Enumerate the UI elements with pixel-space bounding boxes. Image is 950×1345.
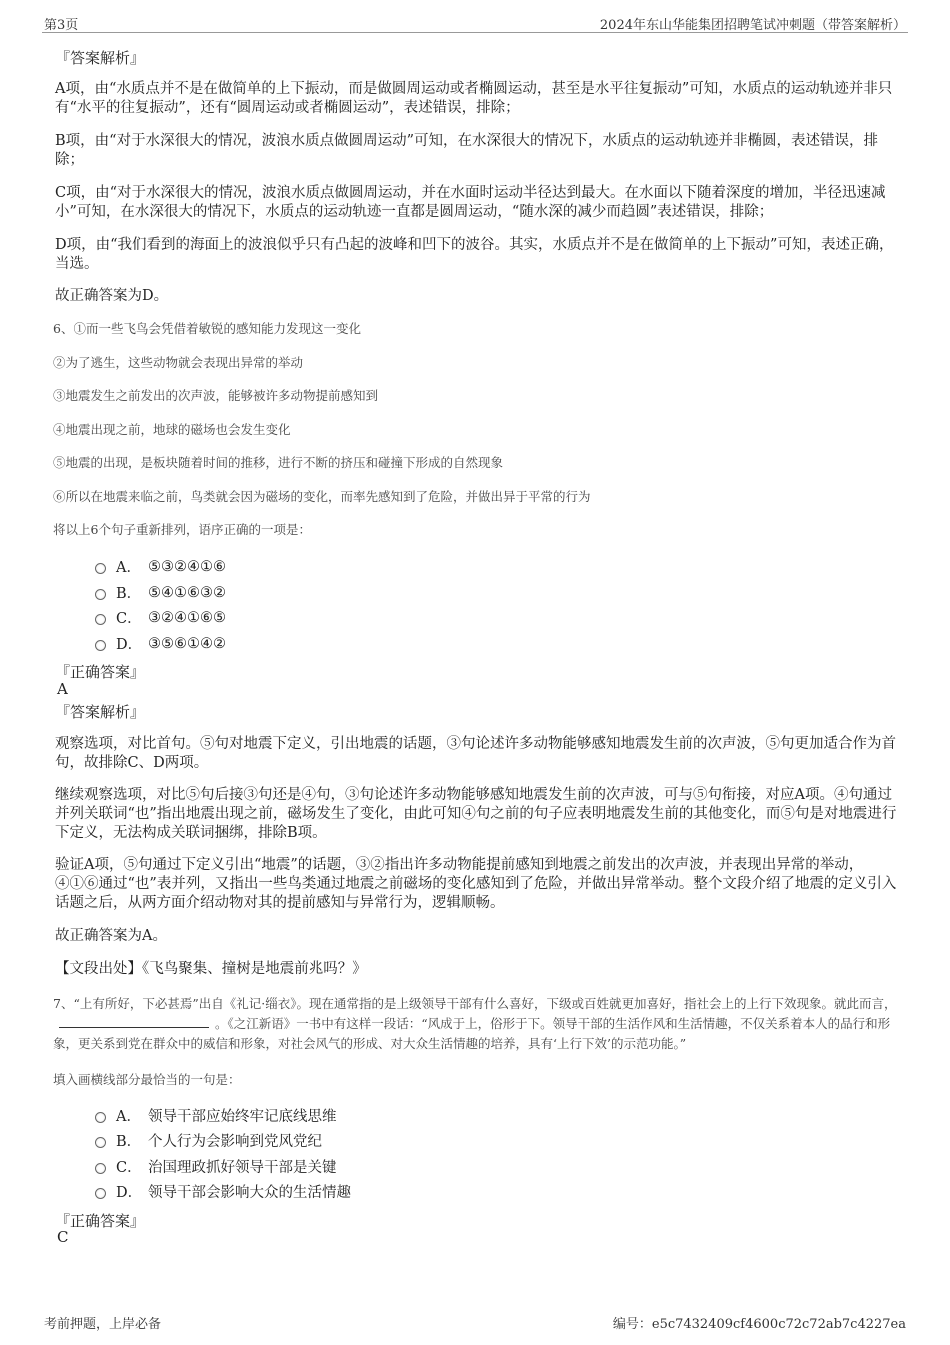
page-number: 第3页 xyxy=(44,18,79,33)
q5-analysis-paragraph-a: A项，由“水质点并不是在做简单的上下振动，而是做圆周运动或者椭圆运动，甚至是水平往复振动”可知，水质点的运动轨迹并非只有“水平的往复振动”，还有“圆周运动或者椭圆运动”，表述错误，排除； xyxy=(55,81,893,116)
q6-sentence-6: ⑥所以在地震来临之前，鸟类就会因为磁场的变化，而率先感知到了危险，并做出异于平常的行为 xyxy=(53,489,591,504)
q6-sentence-2: ②为了逃生，这些动物就会表现出异常的举动 xyxy=(53,355,304,370)
radio-icon[interactable] xyxy=(95,1137,106,1148)
q6-sentence-1: 6、①而一些飞鸟会凭借着敏锐的感知能力发现这一变化 xyxy=(53,321,361,336)
q7-stem xyxy=(53,994,905,1054)
q7-fill-blank xyxy=(59,1015,209,1028)
q6-analysis-label: 『答案解析』 xyxy=(55,703,146,721)
q6-option-d[interactable]: D． ③⑤⑥①④② xyxy=(95,633,226,654)
radio-icon[interactable] xyxy=(95,589,106,600)
footer-slogan: 考前押题，上岸必备 xyxy=(44,1317,162,1332)
q5-answer-conclusion: 故正确答案为D。 xyxy=(55,288,169,304)
radio-icon[interactable] xyxy=(95,1112,106,1123)
q6-option-c[interactable]: C． ③②④①⑥⑤ xyxy=(95,607,226,628)
q5-analysis-paragraph-d: D项，由“我们看到的海面上的波浪似乎只有凸起的波峰和凹下的波谷。其实，水质点并不是在做简单的上下振动”可知，表述正确，当选。 xyxy=(55,237,894,272)
q6-sentence-3: ③地震发生之前发出的次声波，能够被许多动物提前感知到 xyxy=(53,388,379,403)
q7-answer-label: 『正确答案』 xyxy=(55,1212,146,1230)
q6-analysis-paragraph-1: 观察选项，对比首句。⑤句对地震下定义，引出地震的话题，③句论述许多动物能够感知地震发生前的次声波，⑤句更加适合作为首句，故排除C、D两项。 xyxy=(55,736,896,771)
q6-source xyxy=(55,960,905,979)
radio-icon[interactable] xyxy=(95,614,106,625)
page-header xyxy=(42,10,908,33)
document-title: 2024年东山华能集团招聘笔试冲刺题（带答案解析） xyxy=(599,18,906,33)
q6-answer-value: A xyxy=(57,680,68,698)
q6-prompt: 将以上6个句子重新排列，语序正确的一项是： xyxy=(53,522,311,537)
q7-stem-part-1: 7、“上有所好，下必甚焉”出自《礼记·缁衣》。现在通常指的是上级领导干部有什么喜好，下级或百姓就更加喜好，指社会上的上行下效现象。就此而言， xyxy=(53,996,897,1011)
q7-option-c[interactable]: C． 治国理政抓好领导干部是关键 xyxy=(95,1156,337,1177)
radio-icon[interactable] xyxy=(95,563,106,574)
q7-option-a[interactable]: A． 领导干部应始终牢记底线思维 xyxy=(95,1105,337,1126)
q5-analysis-paragraph-c: C项，由“对于水深很大的情况，波浪水质点做圆周运动，并在水面时运动半径达到最大。在水面以下随着深度的增加，半径迅速减小”可知，在水深很大的情况下，水质点的运动轨迹一直都是圆周运动，“随水深的减少而趋圆”表述错误，排除； xyxy=(55,185,886,220)
q6-answer-conclusion: 故正确答案为A。 xyxy=(55,928,167,944)
q6-sentence-4: ④地震出现之前，地球的磁场也会发生变化 xyxy=(53,422,291,437)
q6-answer-label: 『正确答案』 xyxy=(55,663,146,681)
q6-analysis-paragraph-2: 继续观察选项，对比⑤句后接③句还是④句，③句论述许多动物能够感知地震发生前的次声波，可与⑤句衔接，对应A项。④句通过并列关联词“也”指出地震出现之前，磁场发生了变化，由此可知④句之前的句子应表明地震发生前的其他变化，而⑤句是对地震进行下定义，无法构成关联词捆绑，排除B项。 xyxy=(55,787,897,841)
q6-option-a[interactable]: A． ⑤③②④①⑥ xyxy=(95,556,226,577)
q7-stem-part-2: 。《之江新语》一书中有这样一段话：“风成于上，俗形于下。领导干部的生活作风和生活情趣，不仅关系着本人的品行和形象，更关系到党在群众中的威信和形象，对社会风气的形成、对大众生活情趣的培养，具有‘上行下效’的示范功能。” xyxy=(53,1016,891,1051)
radio-icon[interactable] xyxy=(95,1188,106,1199)
q6-analysis-paragraph-3: 验证A项，⑤句通过下定义引出“地震”的话题，③②指出许多动物能提前感知到地震之前发出的次声波，并表现出异常的举动，④①⑥通过“也”表并列，又指出一些鸟类通过地震之前磁场的变化感知到了危险，并做出异常举动。整个文段介绍了地震的定义引入话题之后，从两方面介绍动物对其的提前感知与异常行为，逻辑顺畅。 xyxy=(55,857,897,911)
radio-icon[interactable] xyxy=(95,1163,106,1174)
q7-option-b[interactable]: B． 个人行为会影响到党风党纪 xyxy=(95,1130,322,1151)
q5-analysis-paragraph-b: B项，由“对于水深很大的情况，波浪水质点做圆周运动”可知，在水深很大的情况下，水质点的运动轨迹并非椭圆，表述错误，排除； xyxy=(55,133,878,168)
q6-sentence-5: ⑤地震的出现，是板块随着时间的推移，进行不断的挤压和碰撞下形成的自然现象 xyxy=(53,455,504,470)
q5-analysis-label: 『答案解析』 xyxy=(55,49,146,67)
q7-option-d[interactable]: D． 领导干部会影响大众的生活情趣 xyxy=(95,1181,351,1202)
q6-source-title: 《飞鸟聚集、撞树是地震前兆吗？》 xyxy=(142,961,367,977)
q7-answer-value: C xyxy=(57,1228,69,1246)
q6-option-b[interactable]: B． ⑤④①⑥③② xyxy=(95,582,226,603)
q7-prompt: 填入画横线部分最恰当的一句是： xyxy=(53,1072,241,1087)
footer-document-id: 编号：e5c7432409cf4600c72c72ab7c4227ea xyxy=(612,1317,906,1332)
q6-source-label: 【文段出处】 xyxy=(55,961,142,977)
radio-icon[interactable] xyxy=(95,640,106,651)
